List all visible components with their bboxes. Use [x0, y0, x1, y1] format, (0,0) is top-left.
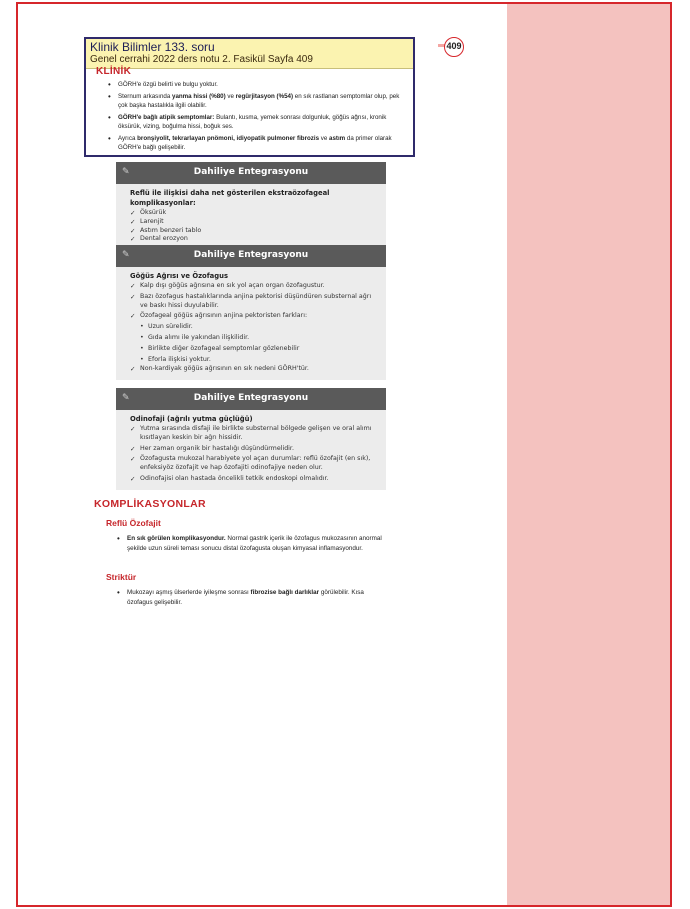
annotation-box	[84, 37, 415, 157]
bold-run: bronşiyolit, tekrarlayan pnömoni, idiyopatik pulmoner fibrozis	[137, 135, 320, 142]
box-header	[116, 162, 386, 184]
text-run: da primer olarak GÖRH'e bağlı gelişebilir.	[118, 135, 392, 151]
reflu-heading: Reflü Özofajit	[106, 518, 161, 528]
list-item: • Gıda alımı ile yakından ilişkilidir.	[130, 332, 376, 343]
checklist	[130, 425, 376, 484]
box-subtitle: Odinofaji (ağrılı yutma güçlüğü)	[130, 415, 253, 423]
annotation-header	[86, 39, 413, 69]
checklist	[130, 282, 376, 321]
annotation-subtitle: Genel cerrahi 2022 ders notu 2. Fasikül Sayfa 409	[90, 54, 313, 65]
list-item: ✓ Özofageal göğüs ağrısının anjina pektoristen farkları:	[130, 312, 376, 321]
list-item	[117, 588, 387, 607]
klinik-item	[106, 92, 406, 110]
list-item: ✓ Bazı özofagus hastalıklarında anjina pektorisi düşündüren substernal ağrı ve baskı hissi duyulabilir.	[130, 293, 376, 311]
striktur-post: görülebilir. Kısa özofagus gelişebilir.	[127, 589, 364, 606]
box-title: Dahiliye Entegrasyonu	[193, 393, 309, 403]
striktur-heading: Striktür	[106, 572, 137, 582]
checklist	[130, 209, 376, 244]
checklist	[130, 365, 376, 374]
list-item: ✓ Odinofajisi olan hastada öncelikli tetkik endoskopi olmalıdır.	[130, 475, 376, 484]
klinik-item	[106, 80, 406, 89]
box-header	[116, 388, 386, 410]
bold-run: yanma hissi (%80)	[172, 93, 226, 100]
box-subtitle: Göğüs Ağrısı ve Özofagus	[130, 272, 229, 280]
list-item: ✓ Özofagusta mukozal harabiyete yol açan durumlar: reflü özofajit (en sık), enfeksiyöz özofajit ve hap özofajiti odinofajiye neden olur.	[130, 455, 376, 473]
striktur-pre: Mukozayı aşmış ülserlerde iyileşme sonrası	[127, 589, 251, 596]
list-item: ✓ Non-kardiyak göğüs ağrısının en sık nedeni GÖRH'tür.	[130, 365, 376, 374]
bold-run: regürjitasyon (%54)	[235, 93, 294, 100]
komplikasyonlar-heading: KOMPLİKASYONLAR	[94, 498, 206, 510]
pen-icon: ✎	[122, 393, 130, 403]
list-item: • Birlikte diğer özofageal semptomlar gözlenebilir	[130, 343, 376, 354]
text-run: Ayrıca	[118, 135, 138, 142]
list-item: ✓ Astım benzeri tablo	[130, 227, 376, 236]
bold-run: GÖRH'e bağlı atipik semptomlar:	[118, 114, 215, 121]
box-header	[116, 245, 386, 267]
page-number-badge: 409	[444, 37, 464, 57]
list-item	[117, 534, 387, 553]
klinik-item	[106, 113, 406, 131]
list-item: ✓ Dental erozyon	[130, 235, 376, 244]
bold-run: astım	[329, 135, 346, 142]
box-subtitle: Reflü ile ilişkisi daha net gösterilen ekstraözofageal komplikasyonlar:	[130, 189, 330, 207]
striktur-bold: fibrozise bağlı darlıklar	[250, 589, 320, 596]
side-panel	[507, 4, 670, 905]
annotation-title: Klinik Bilimler 133. soru	[90, 40, 215, 54]
pen-icon: ✎	[122, 167, 130, 177]
reflu-list	[117, 534, 387, 553]
text-run: ve	[225, 93, 236, 100]
text-run: Sternum arkasında	[118, 93, 172, 100]
klinik-heading: KLİNİK	[96, 66, 132, 77]
reflu-text: Normal gastrik içerik ile özofagus mukozasının anormal şekilde uzun süreli teması sonucu distal özofagusta oluşan kimyasal inflamasyondur.	[127, 535, 382, 552]
list-item: • Eforla ilişkisi yoktur.	[130, 354, 376, 365]
list-item: ✓ Yutma sırasında disfaji ile birlikte substernal bölgede gelişen ve oral alımı kısıtlayan keskin bir ağrı hissidir.	[130, 425, 376, 443]
klinik-item	[106, 134, 406, 152]
integration-box-3	[116, 388, 386, 490]
klinik-list	[106, 80, 406, 155]
integration-box-2	[116, 245, 386, 380]
list-item: ✓ Larenjit	[130, 218, 376, 227]
pen-icon: ✎	[122, 250, 130, 260]
list-item: ✓ Her zaman organik bir hastalığı düşündürmelidir.	[130, 445, 376, 454]
text-run: GÖRH'e özgü belirti ve bulgu yoktur.	[118, 81, 218, 88]
striktur-list	[117, 588, 387, 607]
text-run: ve	[319, 135, 330, 142]
sub-list	[130, 321, 376, 365]
box-title: Dahiliye Entegrasyonu	[193, 250, 309, 260]
list-item: ✓ Kalp dışı göğüs ağrısına en sık yol açan organ özofagustur.	[130, 282, 376, 291]
text-run: Bulantı, kusma, yemek sonrası dolgunluk, göğüs ağrısı, kronik öksürük, vizing, boğulma hissi, boğuk ses.	[118, 114, 387, 130]
integration-box-1	[116, 162, 386, 249]
reflu-bold: En sık görülen komplikasyondur.	[127, 535, 226, 542]
box-title: Dahiliye Entegrasyonu	[193, 167, 309, 177]
list-item: ✓ Öksürük	[130, 209, 376, 218]
text-run: en sık rastlanan semptomlar olup, pek çok başka hastalıkla ilgili olabilir.	[118, 93, 400, 109]
list-item: • Uzun sürelidir.	[130, 321, 376, 332]
